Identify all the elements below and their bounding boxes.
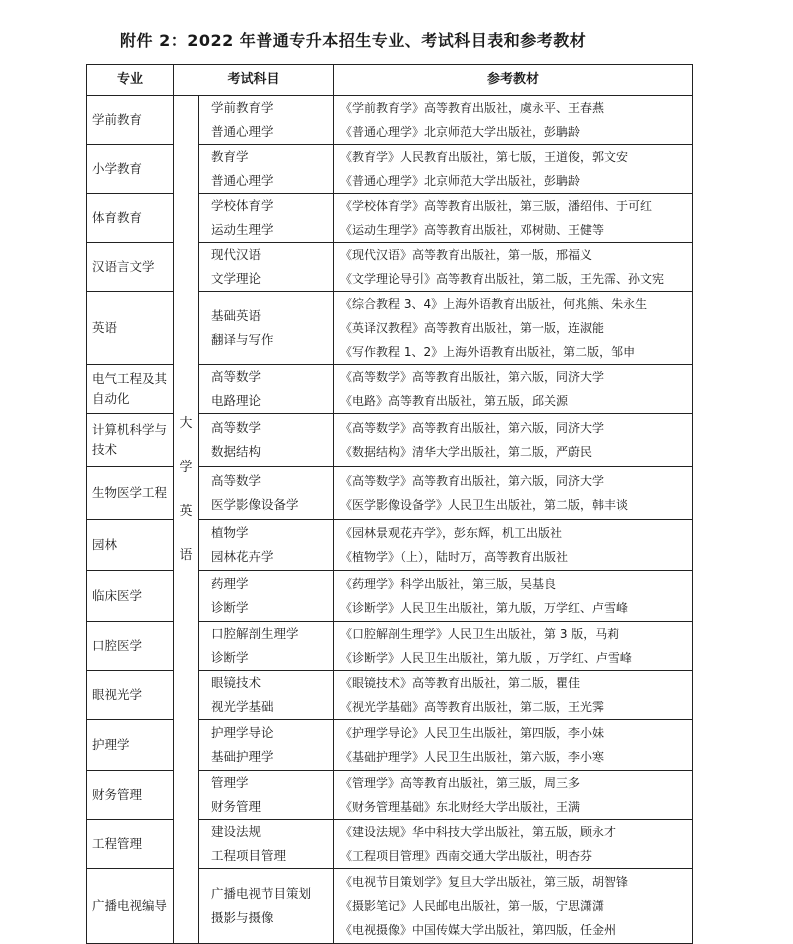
subject-item: 电路理论 (211, 393, 262, 408)
books-cell (334, 720, 693, 771)
books-cell (334, 96, 693, 145)
subject-item: 翻译与写作 (211, 332, 274, 347)
subject-item: 基础英语 (211, 308, 262, 323)
subjects-cell (199, 365, 334, 414)
major-cell: 计算机科学与技术 (87, 414, 174, 467)
subject-item: 基础护理学 (211, 749, 274, 764)
subject-item: 管理学 (211, 775, 249, 790)
subjects-cell (199, 720, 334, 771)
subjects-cell (199, 622, 334, 671)
subject-item: 药理学 (211, 576, 249, 591)
subject-item: 诊断学 (211, 600, 249, 615)
subject-item: 高等数学 (211, 473, 262, 488)
subjects-cell (199, 571, 334, 622)
subject-item: 学前教育学 (211, 100, 274, 115)
subjects-cell (199, 820, 334, 869)
book-item: 《高等数学》高等教育出版社，第六版，同济大学 (340, 370, 605, 384)
header-books: 参考教材 (334, 65, 693, 96)
books-cell (334, 869, 693, 944)
book-item: 《医学影像设备学》人民卫生出版社，第二版，韩丰谈 (340, 498, 629, 512)
major-cell: 广播电视编导 (87, 869, 174, 944)
book-item: 《普通心理学》北京师范大学出版社，彭聃龄 (340, 125, 581, 139)
books-cell (334, 243, 693, 292)
book-item: 《电视节目策划学》复旦大学出版社，第三版，胡智锋 (340, 875, 629, 889)
common-subject-english (174, 96, 199, 944)
book-item: 《电路》高等教育出版社，第五版，邱关源 (340, 394, 569, 408)
major-cell: 园林 (87, 520, 174, 571)
subject-item: 口腔解剖生理学 (211, 626, 299, 641)
common-subject-char: 学 (179, 459, 193, 475)
books-cell (334, 771, 693, 820)
major-cell: 生物医学工程 (87, 467, 174, 520)
book-item: 《综合教程 3、4》上海外语教育出版社，何兆熊、朱永生 (340, 297, 648, 311)
books-cell (334, 520, 693, 571)
subjects-cell (199, 467, 334, 520)
subject-item: 植物学 (211, 525, 249, 540)
major-cell: 工程管理 (87, 820, 174, 869)
book-item: 《普通心理学》北京师范大学出版社，彭聃龄 (340, 174, 581, 188)
major-cell: 电气工程及其自动化 (87, 365, 174, 414)
books-cell (334, 622, 693, 671)
books-cell (334, 414, 693, 467)
books-cell (334, 820, 693, 869)
common-subject-char: 语 (179, 547, 193, 563)
book-item: 《护理学导论》人民卫生出版社，第四版，李小妹 (340, 726, 605, 740)
subject-item: 教育学 (211, 149, 249, 164)
book-item: 《诊断学》人民卫生出版社，第九版，万学红、卢雪峰 (340, 601, 629, 615)
subject-item: 财务管理 (211, 799, 262, 814)
table-header-row (87, 65, 693, 96)
subjects-cell (199, 671, 334, 720)
table-row (87, 96, 693, 145)
major-cell: 眼视光学 (87, 671, 174, 720)
subjects-cell (199, 194, 334, 243)
book-item: 《摄影笔记》人民邮电出版社，第一版，宁思潇潇 (340, 899, 605, 913)
subject-item: 诊断学 (211, 650, 249, 665)
book-item: 《写作教程 1、2》上海外语教育出版社，第二版，邹申 (340, 345, 636, 359)
books-cell (334, 145, 693, 194)
subject-item: 医学影像设备学 (211, 497, 299, 512)
book-item: 《电视摄像》中国传媒大学出版社，第四版，任金州 (340, 923, 617, 937)
admissions-table (86, 64, 693, 944)
subject-item: 高等数学 (211, 420, 262, 435)
major-cell: 护理学 (87, 720, 174, 771)
book-item: 《建设法规》华中科技大学出版社，第五版，顾永才 (340, 825, 617, 839)
major-cell: 体育教育 (87, 194, 174, 243)
document-title: 附件 2：2022 年普通专升本招生专业、考试科目表和参考教材 (120, 31, 587, 50)
book-item: 《财务管理基础》东北财经大学出版社，王满 (340, 800, 581, 814)
major-cell: 学前教育 (87, 96, 174, 145)
book-item: 《园林景观花卉学》，彭东辉，机工出版社 (340, 526, 563, 540)
subject-item: 现代汉语 (211, 247, 262, 262)
books-cell (334, 365, 693, 414)
subject-item: 建设法规 (211, 824, 262, 839)
subject-item: 运动生理学 (211, 222, 274, 237)
major-cell: 小学教育 (87, 145, 174, 194)
book-item: 《现代汉语》高等教育出版社，第一版，邢福义 (340, 248, 593, 262)
subject-item: 摄影与摄像 (211, 910, 274, 925)
book-item: 《英译汉教程》高等教育出版社，第一版，连淑能 (340, 321, 605, 335)
book-item: 《药理学》科学出版社，第三版，吴基良 (340, 577, 557, 591)
major-cell: 临床医学 (87, 571, 174, 622)
books-cell (334, 467, 693, 520)
subjects-cell (199, 414, 334, 467)
book-item: 《管理学》高等教育出版社，第三版，周三多 (340, 776, 581, 790)
major-cell: 英语 (87, 292, 174, 365)
common-subject-char: 英 (179, 503, 193, 519)
book-item: 《高等数学》高等教育出版社，第六版，同济大学 (340, 474, 605, 488)
book-item: 《数据结构》清华大学出版社，第二版，严蔚民 (340, 445, 593, 459)
subject-item: 广播电视节目策划 (211, 886, 312, 901)
subject-item: 高等数学 (211, 369, 262, 384)
major-cell: 财务管理 (87, 771, 174, 820)
book-item: 《学校体育学》高等教育出版社，第三版，潘绍伟、于可红 (340, 199, 653, 213)
books-cell (334, 671, 693, 720)
subjects-cell (199, 243, 334, 292)
header-subjects: 考试科目 (174, 65, 334, 96)
subjects-cell (199, 520, 334, 571)
book-item: 《文学理论导引》高等教育出版社，第二版，王先霈、孙文宪 (340, 272, 665, 286)
subject-item: 眼镜技术 (211, 675, 262, 690)
major-cell: 汉语言文学 (87, 243, 174, 292)
subject-item: 工程项目管理 (211, 848, 287, 863)
subject-item: 视光学基础 (211, 699, 274, 714)
subjects-cell (199, 292, 334, 365)
subject-item: 普通心理学 (211, 124, 274, 139)
book-item: 《视光学基础》高等教育出版社，第二版，王光霁 (340, 700, 605, 714)
subjects-cell (199, 145, 334, 194)
subject-item: 学校体育学 (211, 198, 274, 213)
books-cell (334, 292, 693, 365)
subjects-cell (199, 771, 334, 820)
book-item: 《诊断学》人民卫生出版社，第九版 ，万学红、卢雪峰 (340, 651, 632, 665)
books-cell (334, 571, 693, 622)
books-cell (334, 194, 693, 243)
book-item: 《高等数学》高等教育出版社，第六版，同济大学 (340, 421, 605, 435)
book-item: 《植物学》（上），陆时万，高等教育出版社 (340, 550, 569, 564)
book-item: 《工程项目管理》西南交通大学出版社，明杏芬 (340, 849, 593, 863)
book-item: 《口腔解剖生理学》人民卫生出版社，第 3 版，马莉 (340, 627, 620, 641)
subject-item: 园林花卉学 (211, 549, 274, 564)
common-subject-char: 大 (179, 415, 193, 431)
book-item: 《运动生理学》高等教育出版社，邓树勋、王健等 (340, 223, 605, 237)
subject-item: 数据结构 (211, 444, 262, 459)
subject-item: 护理学导论 (211, 725, 274, 740)
subject-item: 普通心理学 (211, 173, 274, 188)
header-major: 专业 (87, 65, 174, 96)
subjects-cell (199, 869, 334, 944)
book-item: 《眼镜技术》高等教育出版社，第二版，瞿佳 (340, 676, 581, 690)
book-item: 《基础护理学》人民卫生出版社，第六版，李小寒 (340, 750, 605, 764)
subject-item: 文学理论 (211, 271, 262, 286)
subjects-cell (199, 96, 334, 145)
major-cell: 口腔医学 (87, 622, 174, 671)
book-item: 《教育学》人民教育出版社，第七版，王道俊，郭文安 (340, 150, 629, 164)
book-item: 《学前教育学》高等教育出版社，虞永平、王春燕 (340, 101, 605, 115)
